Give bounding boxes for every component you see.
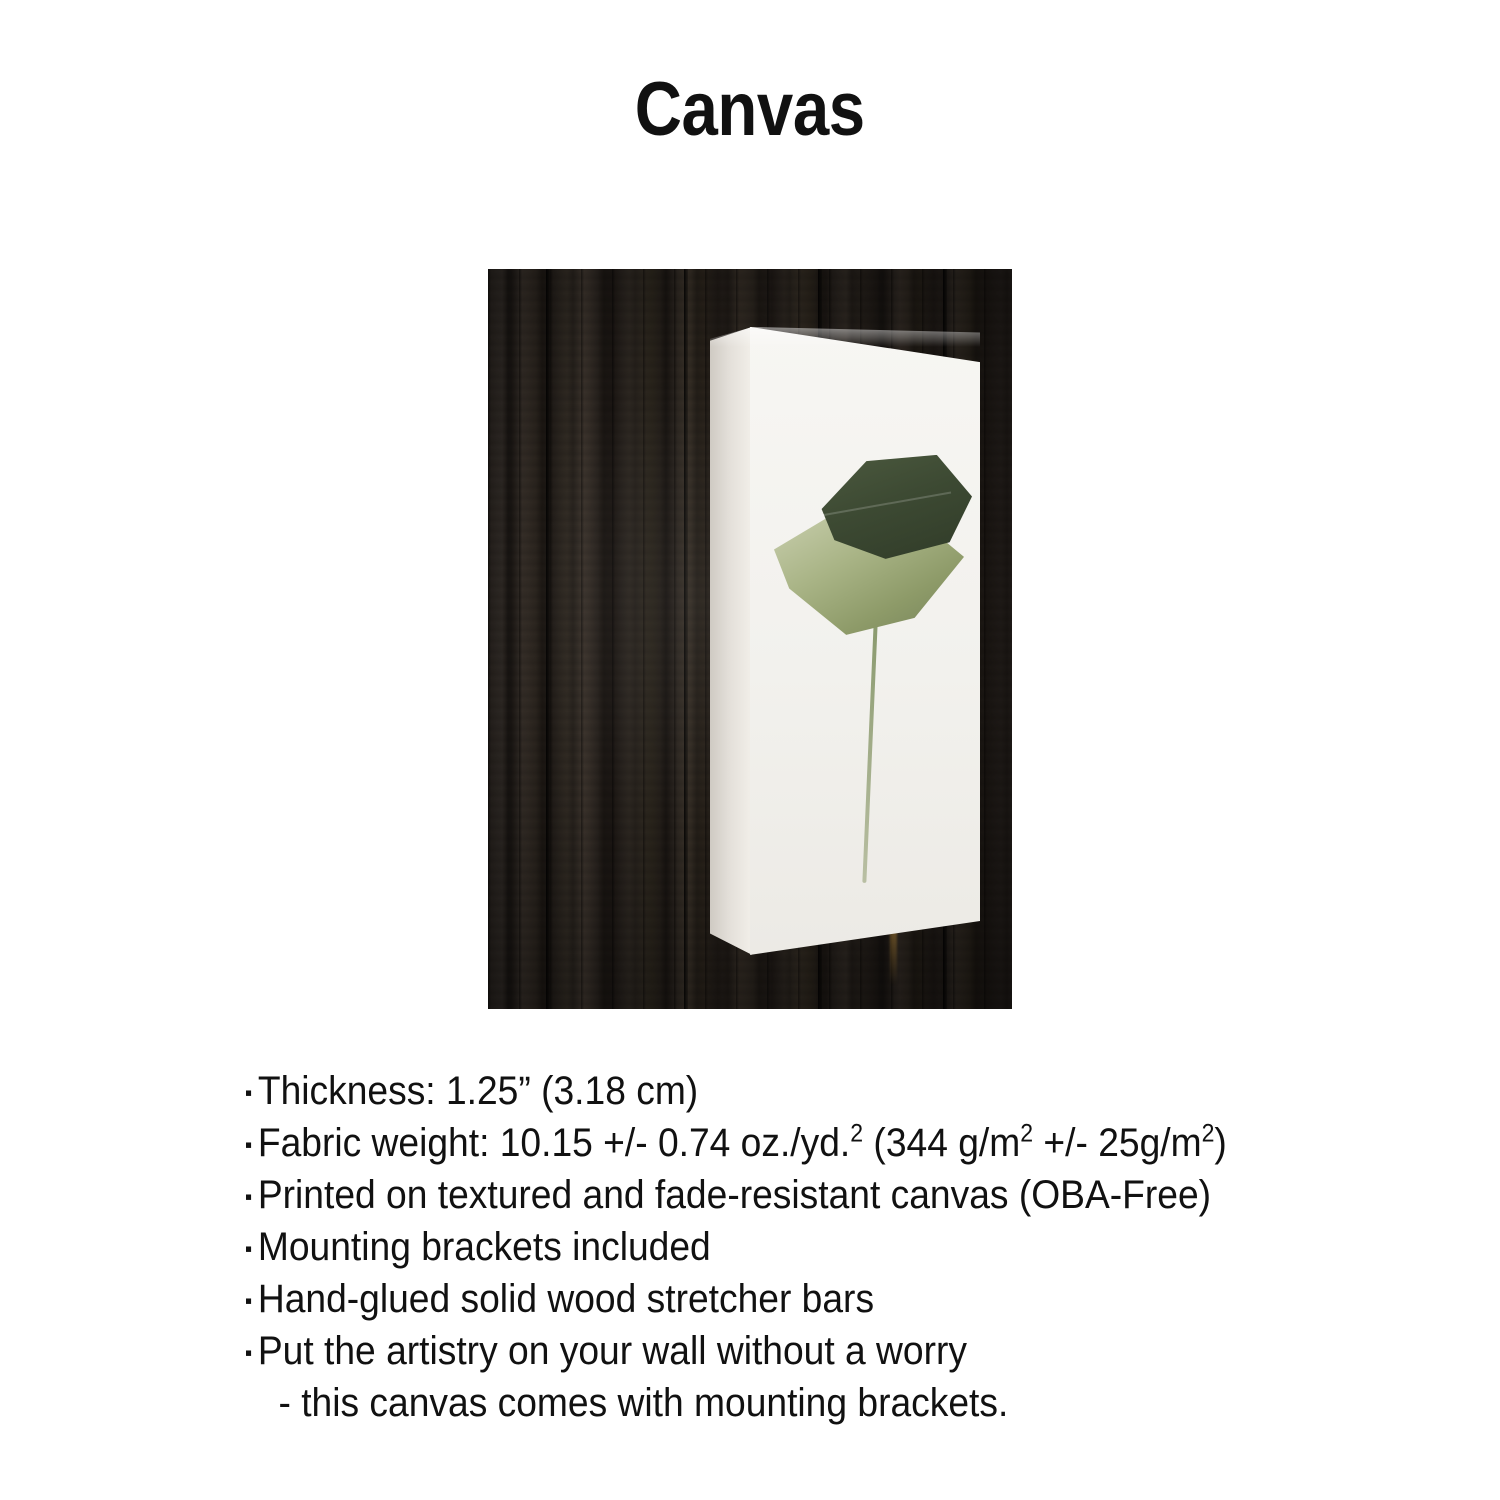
list-item	[245, 1169, 1231, 1221]
bullet-icon: ▪	[245, 1079, 253, 1105]
spec-text: Put the artistry on your wall without a worry	[257, 1328, 967, 1373]
leaf-stem	[862, 623, 877, 883]
spec-text: Hand-glued solid wood stretcher bars	[257, 1276, 875, 1321]
canvas-edge-side	[710, 327, 752, 955]
canvas-front-face	[750, 327, 980, 955]
bullet-icon: ▪	[245, 1235, 253, 1261]
list-item	[245, 1325, 1231, 1377]
product-image	[488, 269, 1012, 1009]
list-item	[245, 1117, 1231, 1169]
spec-text: Mounting brackets included	[257, 1224, 711, 1269]
bullet-icon: ▪	[245, 1287, 253, 1313]
list-item	[245, 1221, 1231, 1273]
spec-text-continuation: - this canvas comes with mounting brackets.	[278, 1380, 1009, 1425]
bullet-icon: ▪	[245, 1183, 253, 1209]
list-item	[245, 1065, 1231, 1117]
spec-text: Printed on textured and fade-resistant canvas (OBA-Free)	[257, 1172, 1212, 1217]
bullet-icon: ▪	[245, 1131, 253, 1157]
list-item-continuation	[278, 1377, 1230, 1429]
spec-text: Thickness: 1.25” (3.18 cm)	[257, 1068, 699, 1113]
page-title: Canvas	[635, 67, 865, 152]
canvas-top-highlight	[710, 327, 980, 347]
spec-list	[245, 1065, 1231, 1429]
canvas-print-object	[710, 327, 980, 955]
bullet-icon: ▪	[245, 1339, 253, 1365]
spec-text: Fabric weight: 10.15 +/- 0.74 oz./yd.$^2$ (344 $g/m^2$ +/- $25g/m^2$)	[257, 1120, 1227, 1165]
list-item	[245, 1273, 1231, 1325]
